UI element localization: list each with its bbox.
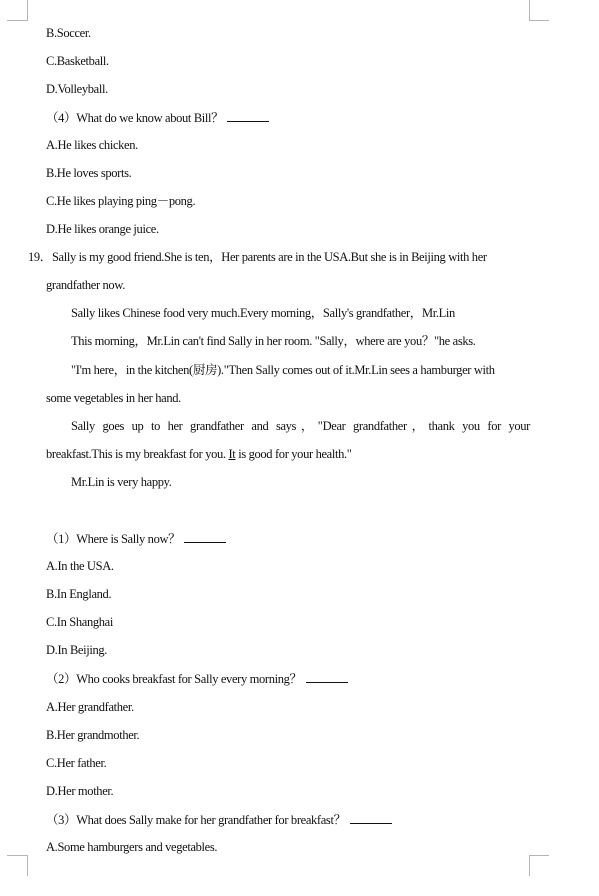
- answer-blank: [306, 670, 348, 683]
- passage-paragraph-6: Mr.Lin is very happy.: [71, 475, 172, 489]
- passage-paragraph-5-line-2: [46, 446, 352, 462]
- sub-question-3-text: （3）What does Sally make for her grandfather for breakfast？: [46, 813, 346, 827]
- answer-blank: [227, 109, 269, 122]
- sub-question-2: [46, 670, 348, 687]
- answer-blank: [184, 530, 226, 543]
- option-a-grandfather: A.Her grandfather.: [46, 700, 134, 714]
- option-a-hamburgers: A.Some hamburgers and vegetables.: [46, 840, 218, 854]
- option-b-england: B.In England.: [46, 587, 112, 601]
- option-a-chicken: A.He likes chicken.: [46, 138, 138, 152]
- option-c-shanghai: C.In Shanghai: [46, 615, 113, 629]
- passage-19-line-2: grandfather now.: [46, 278, 125, 292]
- underlined-word: It: [228, 447, 236, 461]
- passage-paragraph-3: This morning，Mr.Lin can't find Sally in her room. "Sally，where are you？"he asks.: [71, 334, 476, 348]
- option-a-usa: A.In the USA.: [46, 559, 114, 573]
- option-b-sports: B.He loves sports.: [46, 166, 132, 180]
- option-c-ping-pong: C.He likes playing ping－pong.: [46, 194, 196, 208]
- option-d-mother: D.Her mother.: [46, 784, 114, 798]
- answer-blank: [350, 811, 392, 824]
- sub-question-1-text: （1）Where is Sally now？: [46, 532, 181, 546]
- option-d-orange-juice: D.He likes orange juice.: [46, 222, 159, 236]
- crop-mark-top-right: [529, 0, 549, 21]
- passage-paragraph-4-line-2: some vegetables in her hand.: [46, 391, 181, 405]
- passage-paragraph-4-line-1: "I'm here，in the kitchen(厨房)."Then Sally comes out of it.Mr.Lin sees a hamburger with: [71, 363, 495, 377]
- passage-paragraph-5-line-1: Sally goes up to her grandfather and says，"Dear grandfather，thank you for your: [71, 419, 530, 433]
- passage-19-line-1: 19．Sally is my good friend.She is ten，Her parents are in the USA.But she is in Beijing with her: [28, 250, 487, 264]
- question-4-text: （4）What do we know about Bill？: [46, 111, 224, 125]
- sub-question-3: [46, 811, 392, 828]
- option-b-grandmother: B.Her grandmother.: [46, 728, 140, 742]
- passage-paragraph-2: Sally likes Chinese food very much.Every morning，Sally's grandfather，Mr.Lin: [71, 306, 455, 320]
- sub-question-2-text: （2）Who cooks breakfast for Sally every morning？: [46, 672, 302, 686]
- option-b-soccer: B.Soccer.: [46, 26, 91, 40]
- sub-question-1: [46, 530, 226, 547]
- option-d-beijing: D.In Beijing.: [46, 643, 108, 657]
- option-c-basketball: C.Basketball.: [46, 54, 109, 68]
- option-d-volleyball: D.Volleyball.: [46, 82, 108, 96]
- crop-mark-bottom-right: [529, 855, 549, 876]
- paragraph-5-text-b: is good for your health.": [235, 447, 352, 461]
- paragraph-5-text-a: breakfast.This is my breakfast for you.: [46, 447, 229, 461]
- option-c-father: C.Her father.: [46, 756, 107, 770]
- crop-mark-top-left: [7, 0, 28, 21]
- question-4: [46, 109, 269, 126]
- crop-mark-bottom-left: [7, 855, 28, 876]
